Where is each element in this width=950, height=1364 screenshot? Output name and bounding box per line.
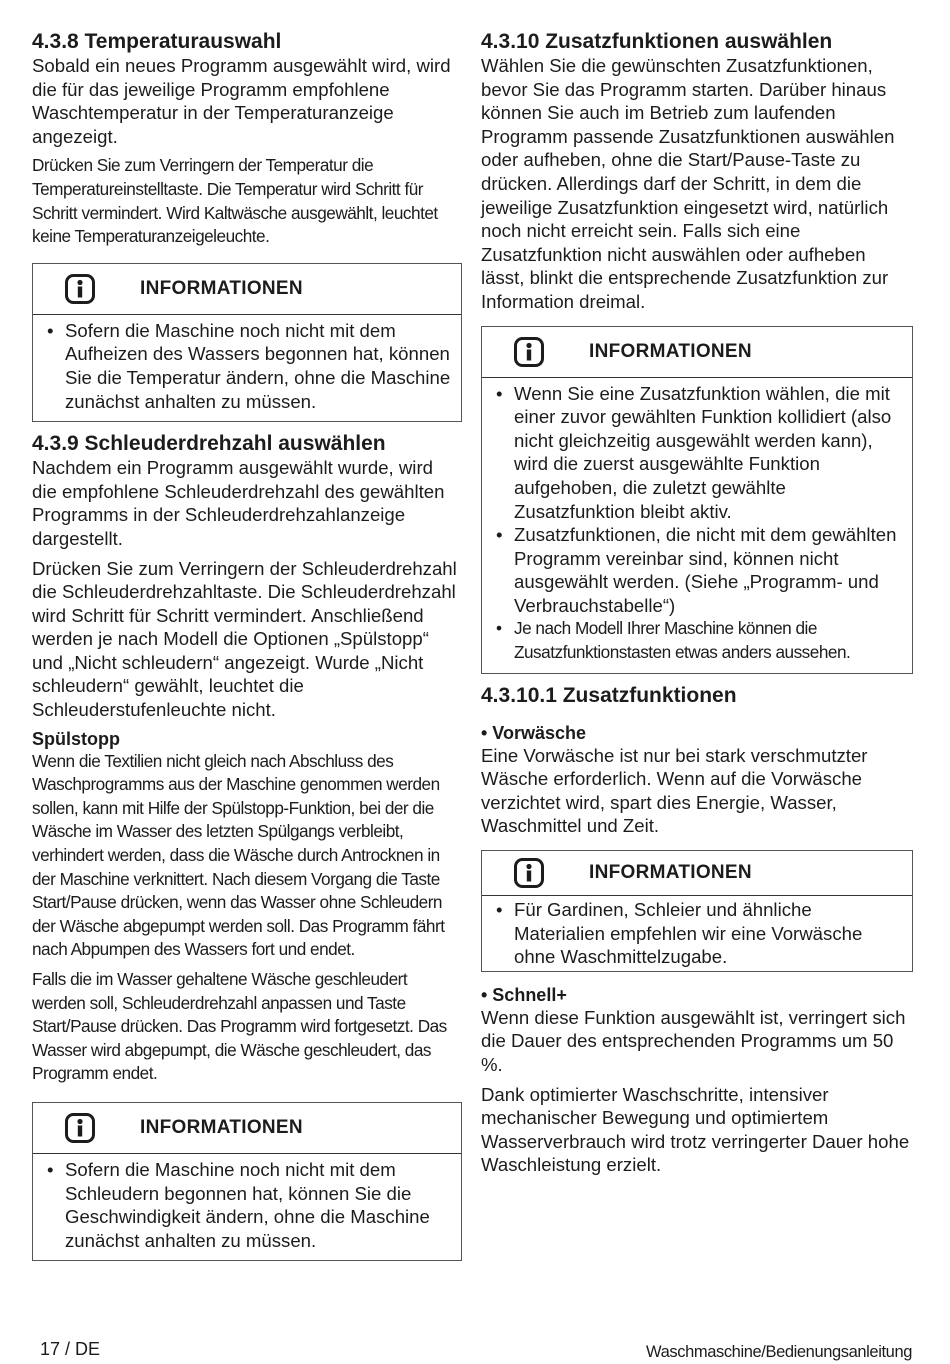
list-item: • Sofern die Maschine noch nicht mit dem Aufheizen des Wassers begonnen hat, können Sie die Temperatur ändern, ohne die Maschine zunächst anhalten zu müssen. xyxy=(47,319,451,412)
section-heading-4-3-9: 4.3.9 Schleuderdrehzahl auswählen xyxy=(32,432,386,456)
info-box xyxy=(32,1102,462,1261)
paragraph: Dank optimierter Waschschritte, intensiver mechanischer Bewegung und optimiertem Wasserverbrauch wird trotz verringerter Dauer hohe Waschleistung erzielt. xyxy=(481,1083,910,1176)
info-box-body xyxy=(33,315,461,421)
info-box-body xyxy=(482,896,912,971)
paragraph: Falls die im Wasser gehaltene Wäsche geschleudert werden soll, Schleuderdrehzahl anpassen und Taste Start/Pause drücken. Das Programm wird fortgesetzt. Das Wasser wird abgepumpt, die Wäsche geschleudert, das Programm endet. xyxy=(32,969,447,1084)
info-box xyxy=(481,850,913,972)
paragraph: Sobald ein neues Programm ausgewählt wird, wird die für das jeweilige Programm empfohlene Waschtemperatur in der Temperaturanzeige angezeigt. xyxy=(32,55,451,147)
paragraph: Eine Vorwäsche ist nur bei stark verschmutzter Wäsche erforderlich. Wenn auf die Vorwäsche verzichtet wird, spart dies Energie, Wasser, Waschmittel und Zeit. xyxy=(481,744,868,837)
info-box xyxy=(32,263,462,422)
info-icon xyxy=(65,1113,95,1143)
list-item: • Wenn Sie eine Zusatzfunktion wählen, die mit einer zuvor gewählten Funktion kollidiert (also nicht gleichzeitig ausgewählt werden kann), wird die zuerst ausgewählte Funktion aufgehoben, die zuletzt gewählte Zusatzfunktion bleibt aktiv. xyxy=(496,382,892,522)
section-heading-4-3-10-1: 4.3.10.1 Zusatzfunktionen xyxy=(481,683,737,707)
info-box-header xyxy=(482,327,912,378)
info-icon xyxy=(65,274,95,304)
paragraph: Drücken Sie zum Verringern der Schleuderdrehzahl die Schleuderdrehzahltaste. Die Schleuderdrehzahl wird Schritt für Schritt vermindert. Anschließend werden je nach Modell die Optionen „Spülstopp“ und „Nicht schleudern“ angezeigt. Wurde „Nicht schleudern“ gewählt, leuchtet die Schleuderstufenleuchte nicht. xyxy=(32,557,457,721)
info-icon xyxy=(514,337,544,367)
info-box-body xyxy=(33,1154,461,1260)
page-number: 17 / DE xyxy=(40,1339,101,1359)
info-box-title: INFORMATIONEN xyxy=(589,340,752,362)
paragraph: Wenn die Textilien nicht gleich nach Abschluss des Waschprogramms aus der Maschine genommen werden sollen, kann mit Hilfe der Spülstopp-Funktion, bei der die Wäsche im Wasser des letzten Spülgangs verbleibt, verhindert werden, dass die Wäsche durch Antrocknen in der Maschine verknittert. Nach diesem Vorgang die Taste Start/Pause drücken, wenn das Wasser ohne Schleudern der Wäsche abgepumpt werden soll. Das Programm fährt nach Abpumpen des Wassers fort und endet. xyxy=(32,750,445,960)
document-title: Waschmaschine/Bedienungsanleitung xyxy=(646,1343,912,1361)
left-column xyxy=(32,30,462,1271)
paragraph: Wenn diese Funktion ausgewählt ist, verringert sich die Dauer des entsprechenden Programms um 50 %. xyxy=(481,1006,906,1075)
list-item: • Je nach Modell Ihrer Maschine können die Zusatzfunktionstasten etwas anders aussehen. xyxy=(496,618,851,663)
info-box xyxy=(481,326,913,674)
info-box-header xyxy=(33,1103,461,1154)
info-box-header xyxy=(482,851,912,896)
subheading-spuelstopp: Spülstopp xyxy=(32,728,120,749)
subheading-schnell: • Schnell+ xyxy=(481,984,567,1005)
section-heading-4-3-8: 4.3.8 Temperaturauswahl xyxy=(32,30,282,53)
paragraph: Drücken Sie zum Verringern der Temperatur die Temperatureinstelltaste. Die Temperatur wird Schritt für Schritt vermindert. Wird Kaltwäsche ausgewählt, leuchtet keine Temperaturanzeigeleuchte. xyxy=(32,155,438,247)
list-item: • Sofern die Maschine noch nicht mit dem Schleudern begonnen hat, können Sie die Geschwindigkeit ändern, ohne die Maschine zunächst anhalten zu müssen. xyxy=(47,1158,430,1251)
info-box-header xyxy=(33,264,461,315)
info-box-title: INFORMATIONEN xyxy=(140,1116,303,1138)
section-heading-4-3-10: 4.3.10 Zusatzfunktionen auswählen xyxy=(481,30,833,53)
paragraph: Nachdem ein Programm ausgewählt wurde, wird die empfohlene Schleuderdrehzahl des gewählten Programms in der Schleuderdrehzahlanzeige dargestellt. xyxy=(32,457,445,549)
info-icon xyxy=(514,858,544,888)
list-item: • Zusatzfunktionen, die nicht mit dem gewählten Programm vereinbar sind, können nicht ausgewählt werden. (Siehe „Programm- und Verbrauchstabelle“) xyxy=(496,524,897,616)
right-column xyxy=(481,30,913,1183)
list-item: • Für Gardinen, Schleier und ähnliche Materialien empfehlen wir eine Vorwäsche ohne Waschmittelzugabe. xyxy=(496,899,863,968)
paragraph: Wählen Sie die gewünschten Zusatzfunktionen, bevor Sie das Programm starten. Darüber hinaus können Sie auch im Betrieb zum laufenden Programm passende Zusatzfunktionen auswählen oder aufheben, ohne die Start/Pause-Taste zu drücken. Allerdings darf der Schritt, in dem die jeweilige Zusatzfunktion eingesetzt wird, natürlich noch nicht erreicht sein. Falls sich eine Zusatzfunktion nicht auswählen oder aufheben lässt, blinkt die entsprechende Zusatzfunktion zur Information dreimal. xyxy=(481,55,895,312)
subheading-vorwaesche: • Vorwäsche xyxy=(481,722,587,743)
info-box-body xyxy=(482,378,912,673)
info-box-title: INFORMATIONEN xyxy=(589,862,752,884)
info-box-title: INFORMATIONEN xyxy=(140,277,303,299)
